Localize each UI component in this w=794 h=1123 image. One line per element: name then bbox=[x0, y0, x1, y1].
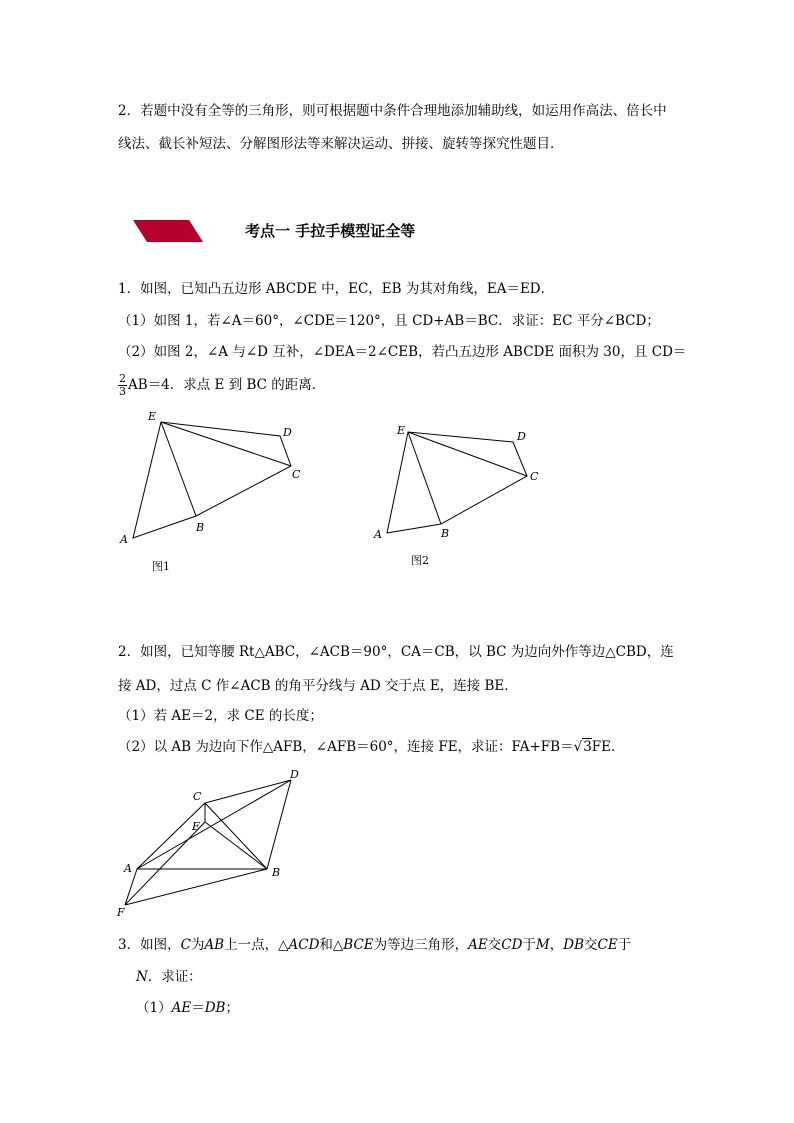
q3-part1 bbox=[136, 998, 239, 1018]
fig2-label-d: D bbox=[517, 430, 526, 443]
sqrt-radicand: 3 bbox=[583, 739, 592, 755]
fig2-label-a: A bbox=[374, 528, 382, 541]
q3-var-ab: AB bbox=[204, 937, 225, 953]
q3-var-m: M bbox=[535, 937, 550, 953]
q2-stem-line-2: 接 AD，过点 C 作∠ACB 的角平分线与 AD 交于点 E，连接 BE． bbox=[118, 678, 518, 694]
q3-text: ； bbox=[225, 1000, 239, 1016]
q3-text: 于 bbox=[617, 937, 632, 953]
fig1-diagonal-eb bbox=[161, 422, 196, 516]
fig3-seg-cd bbox=[205, 780, 291, 803]
sqrt-symbol: √3 bbox=[573, 739, 592, 755]
fig3-label-c: C bbox=[193, 790, 202, 803]
figure-3 bbox=[125, 780, 291, 905]
q3-var-cd: CD bbox=[501, 937, 523, 953]
fig3-label-a: A bbox=[124, 862, 132, 875]
fig3-seg-cb bbox=[205, 803, 267, 869]
q3-var-db: DB bbox=[563, 937, 584, 953]
q3-var-acd: ACD bbox=[288, 937, 320, 953]
fig2-label-c: C bbox=[530, 470, 539, 483]
q3-text: 交 bbox=[487, 937, 502, 953]
q3-text: 于 bbox=[522, 937, 536, 953]
q2-part1: （1）若 AE＝2，求 CE 的长度； bbox=[118, 708, 323, 724]
q3-var-db: DB bbox=[204, 1000, 226, 1016]
q3-text: 上一点，△ bbox=[224, 937, 289, 953]
q3-text: ， bbox=[549, 937, 564, 953]
q3-var-c: C bbox=[180, 937, 191, 953]
q1-part1: （1）如图 1，若∠A＝60°，∠CDE＝120°，且 CD+AB＝BC．求证：EC 平分∠BCD； bbox=[118, 313, 660, 329]
fig2-caption: 图2 bbox=[411, 554, 429, 567]
fig3-seg-fe bbox=[125, 822, 205, 905]
q3-text: 3．如图， bbox=[118, 937, 181, 953]
fig3-label-b: B bbox=[272, 866, 281, 879]
fig1-label-d: D bbox=[283, 426, 292, 439]
q1-stem: 1．如图，已知凸五边形 ABCDE 中，EC，EB 为其对角线，EA＝ED． bbox=[118, 281, 555, 297]
q2-stem-line-1: 2．如图，已知等腰 Rt△ABC，∠ACB＝90°，CA＝CB，以 BC 为边向外作等边△CBD，连 bbox=[118, 644, 674, 660]
fig2-diagonal-ec bbox=[408, 432, 527, 476]
fig1-label-a: A bbox=[120, 533, 128, 546]
fig1-label-e: E bbox=[148, 410, 157, 423]
q1-part2: （2）如图 2，∠A 与∠D 互补，∠DEA＝2∠CEB，若凸五边形 ABCDE 面积为 30，且 CD＝ bbox=[118, 344, 687, 360]
fig2-label-b: B bbox=[441, 527, 450, 540]
q3-text: 交 bbox=[584, 937, 598, 953]
fig2-diagonal-eb bbox=[408, 432, 441, 524]
q3-text: 为 bbox=[190, 937, 205, 953]
figure-2 bbox=[387, 432, 527, 533]
q3-line-2 bbox=[136, 967, 202, 987]
q3-text: （1） bbox=[136, 1000, 172, 1016]
fig2-pentagon bbox=[387, 432, 527, 533]
q3-text: ．求证： bbox=[147, 969, 202, 985]
q2-part2-end: FE． bbox=[591, 739, 625, 755]
q3-text: 为等边三角形， bbox=[373, 937, 469, 953]
fraction-denominator: 3 bbox=[119, 385, 126, 398]
fig1-diagonal-ec bbox=[161, 422, 291, 466]
fig3-seg-eb bbox=[205, 822, 267, 869]
q3-var-ae: AE bbox=[171, 1000, 192, 1016]
fig3-label-d: D bbox=[290, 768, 299, 781]
fig1-label-b: B bbox=[196, 521, 205, 534]
intro-line-1: 2．若题中没有全等的三角形，则可根据题中条件合理地添加辅助线，如运用作高法、倍长中 bbox=[118, 103, 667, 119]
q3-text: 和△ bbox=[319, 937, 344, 953]
fig1-caption: 图1 bbox=[152, 560, 170, 573]
fig3-seg-ad bbox=[137, 780, 291, 869]
fig3-label-f: F bbox=[117, 906, 125, 919]
fig3-label-e: E bbox=[192, 820, 201, 833]
intro-line-2: 线法、截长补短法、分解图形法等来解决运动、拼接、旋转等探究性题目． bbox=[118, 136, 564, 152]
q3-var-ce: CE bbox=[597, 937, 618, 953]
q3-text: ＝ bbox=[191, 1000, 205, 1016]
fig2-label-e: E bbox=[397, 424, 406, 437]
q3-var-n: N bbox=[136, 969, 148, 985]
q3-var-ae: AE bbox=[468, 937, 488, 953]
q1-part2-continuation: AB＝4．求点 E 到 BC 的距离． bbox=[128, 377, 326, 393]
section-title: 考点一 手拉手模型证全等 bbox=[245, 222, 416, 240]
q2-part2 bbox=[118, 737, 625, 757]
figure-1 bbox=[133, 422, 291, 538]
fig3-seg-bd bbox=[267, 780, 291, 869]
fraction-numerator: 2 bbox=[119, 372, 126, 385]
fig3-seg-bf bbox=[125, 869, 267, 905]
q3-var-bce: BCE bbox=[343, 937, 374, 953]
q2-part2-text: （2）以 AB 为边向下作△AFB，∠AFB＝60°，连接 FE，求证：FA+FB＝ bbox=[118, 739, 574, 755]
q3-line-1 bbox=[118, 935, 631, 955]
fig1-label-c: C bbox=[292, 468, 301, 481]
